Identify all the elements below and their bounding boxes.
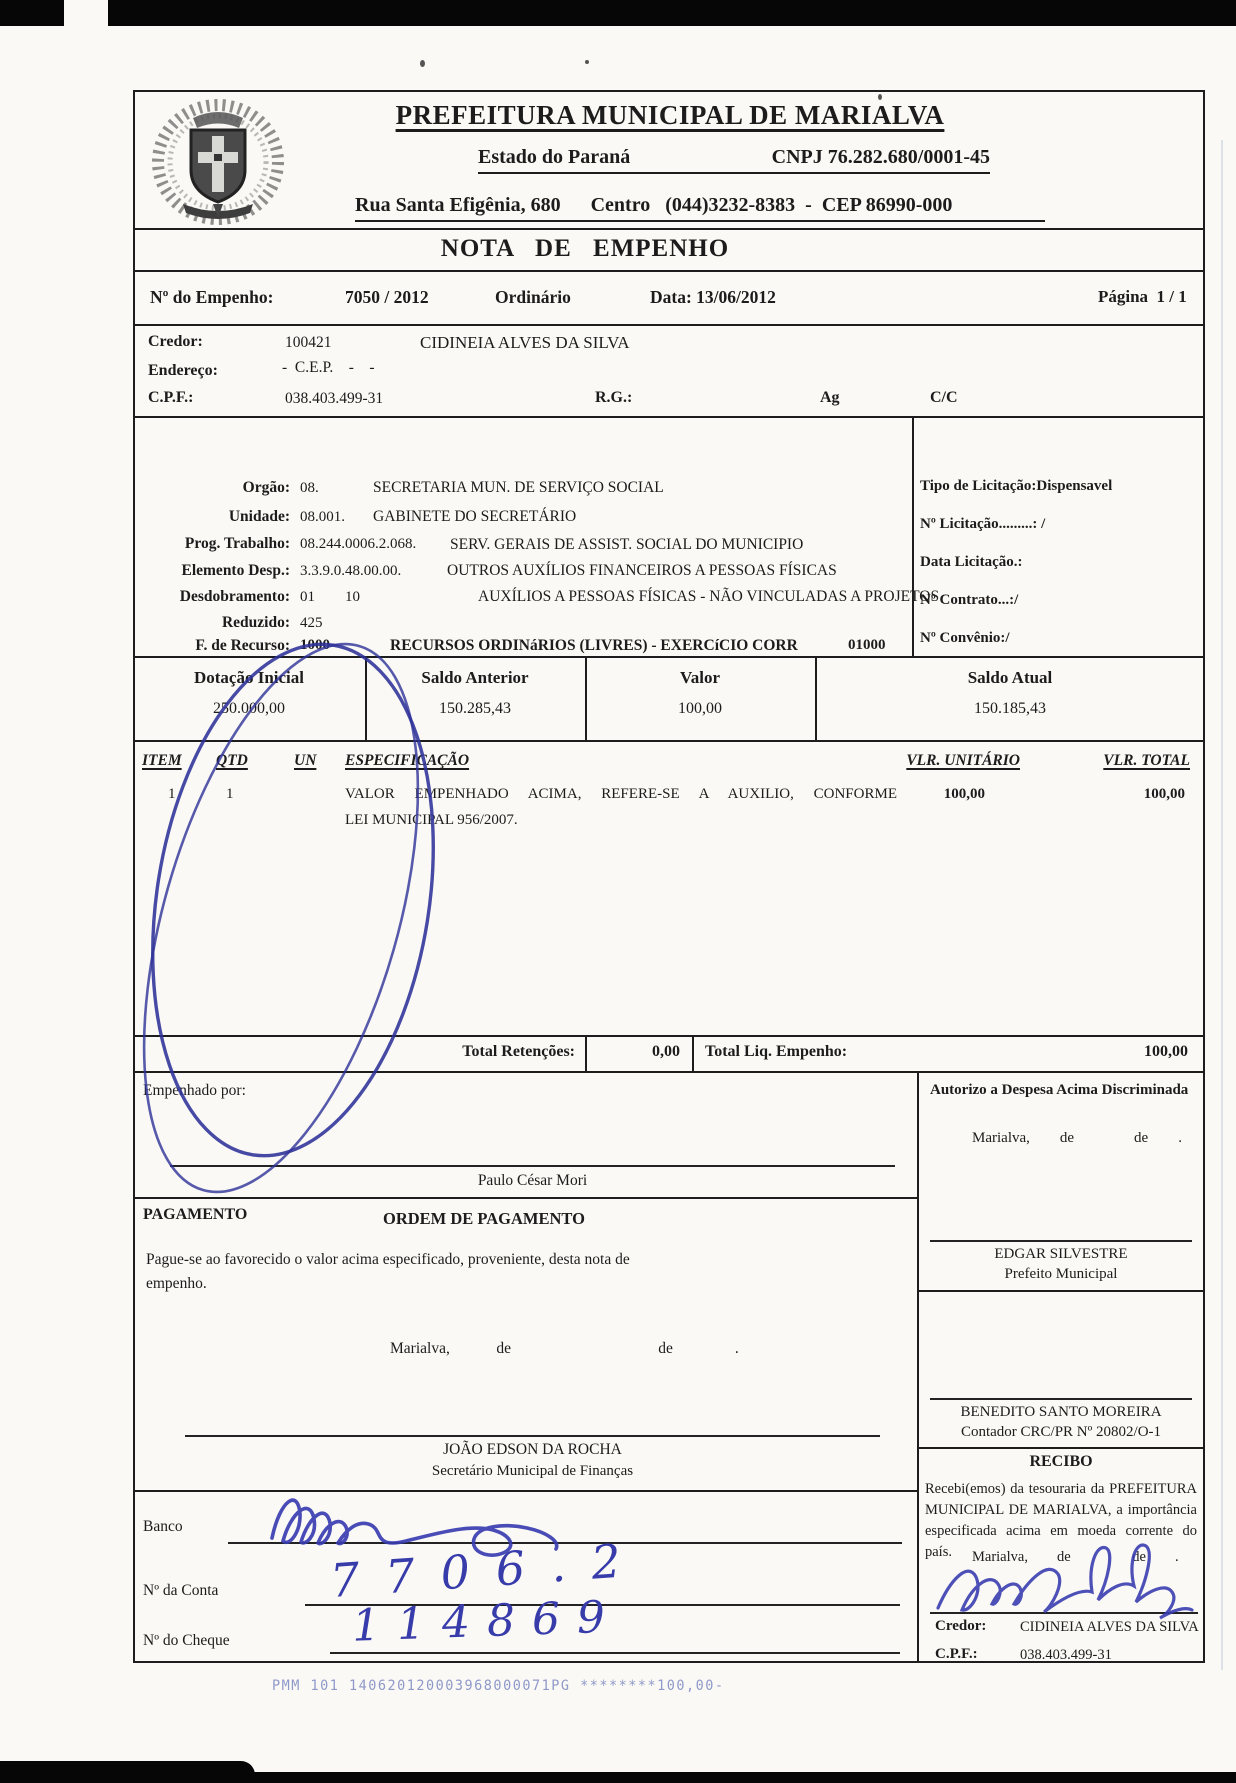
credor-name: CIDINEIA ALVES DA SILVA [420, 333, 630, 352]
org-subheader-line [478, 146, 990, 174]
prefeito-title: Prefeito Municipal [1004, 1266, 1118, 1282]
saldo-atual-value: 150.185,43 [974, 700, 1046, 717]
contador-signature-line [930, 1398, 1192, 1400]
total-liquido-value: 100,00 [1144, 1043, 1188, 1060]
contador-name: BENEDITO SANTO MOREIRA [960, 1404, 1162, 1420]
empenho-number-label: Nº do Empenho: [150, 287, 274, 307]
budget-desc: SERV. GERAIS DE ASSIST. SOCIAL DO MUNICIPIO [450, 536, 804, 553]
banco-label: Banco [143, 1518, 183, 1535]
item-spec-line1: VALOR EMPENHADO ACIMA, REFERE-SE A AUXILIO, CONFORME [345, 786, 897, 802]
items-header-vlr-unitario: VLR. UNITÁRIO [906, 752, 1020, 769]
items-header-qtd: QTD [216, 752, 248, 769]
bank-box-top-border [133, 1490, 919, 1492]
pagamento-city-date-line: Marialva, de de . [390, 1340, 739, 1357]
empenho-modality: Ordinário [495, 287, 571, 307]
dotacao-inicial-label: Dotação Inicial [193, 668, 305, 687]
finance-title: Secretário Municipal de Finanças [431, 1463, 634, 1479]
pagamento-text: Pague-se ao favorecido o valor acima especificado, proveniente, desta nota de empenho. [146, 1251, 630, 1293]
item-vlr-unitario: 100,00 [943, 786, 985, 802]
org-state: Estado do Paraná [478, 146, 631, 168]
prefeito-name: EDGAR SILVESTRE [994, 1246, 1128, 1262]
recibo-cpf-value: 038.403.499-31 [1020, 1647, 1112, 1663]
valor-label: Valor [680, 668, 720, 687]
budget-label: Desdobramento: [179, 588, 290, 605]
ag-label: Ag [820, 389, 840, 406]
empenhado-signature-line [170, 1165, 895, 1167]
org-name: PREFEITURA MUNICIPAL DE MARIALVA [395, 100, 945, 130]
budget-label: F. de Recurso: [195, 637, 290, 654]
budget-desc: OUTROS AUXÍLIOS FINANCEIROS A PESSOAS FÍSICAS [447, 562, 837, 579]
recibo-credor-signature-line [930, 1612, 1198, 1614]
licitacao-numero: Nº Licitação.........: / [920, 516, 1046, 532]
item-number: 1 [168, 786, 176, 802]
empenho-date: Data: 13/06/2012 [650, 287, 776, 307]
dotacao-inicial-value: 250.000,00 [213, 700, 285, 717]
budget-code: 08. [300, 480, 319, 496]
ordem-pagamento-title: ORDEM DE PAGAMENTO [383, 1209, 585, 1228]
items-header-item: ITEM [142, 752, 182, 769]
item-spec-line2: LEI MUNICIPAL 956/2007. [345, 812, 518, 828]
licitacao-data: Data Licitação.: [920, 554, 1023, 570]
item-vlr-total: 100,00 [1143, 786, 1185, 802]
budget-label: Prog. Trabalho: [184, 535, 290, 552]
licitacao-convenio: Nº Convênio:/ [920, 630, 1010, 646]
scan-bottom-left-wedge [0, 1761, 255, 1783]
autorizo-city-date-line: Marialva, de de . [972, 1130, 1182, 1146]
recibo-city-date-line: Marialva, de de . [972, 1549, 1179, 1565]
licitacao-contrato: Nº Contrato...:/ [920, 592, 1019, 608]
credor-code: 100421 [285, 334, 332, 351]
valor-value: 100,00 [678, 700, 722, 717]
scan-top-bar [0, 0, 1236, 26]
budget-code: 08.244.0006.2.068. [300, 536, 417, 552]
budget-desc: GABINETE DO SECRETÁRIO [373, 508, 577, 525]
budget-label: Unidade: [228, 508, 290, 525]
saldo-atual-label: Saldo Atual [967, 668, 1053, 687]
budget-desc: SECRETARIA MUN. DE SERVIÇO SOCIAL [373, 479, 664, 496]
items-header-un: UN [294, 752, 317, 769]
total-liquido-label: Total Liq. Empenho: [705, 1043, 848, 1060]
conta-handwriting: 7706.2 [328, 1532, 649, 1608]
totals-divider [692, 1037, 694, 1071]
org-address: Rua Santa Efigênia, 680 Centro (044)3232-8383 - CEP 86990-000 [355, 194, 1045, 222]
totals-divider [585, 1037, 587, 1071]
cheque-handwriting: 114869 [351, 1591, 623, 1652]
budget-desc: RECURSOS ORDINáRIOS (LIVRES) - EXERCíCIO CORR [390, 637, 798, 654]
budget-code: 01 10 [300, 589, 360, 605]
budget-right-divider [912, 418, 914, 656]
total-retencoes-value: 0,00 [652, 1043, 680, 1060]
empenho-number: 7050 / 2012 [345, 287, 429, 307]
saldo-anterior-value: 150.285,43 [439, 700, 511, 717]
recibo-title: RECIBO [1029, 1453, 1093, 1470]
recibo-credor-label: Credor: [935, 1618, 987, 1634]
empenhado-name: Paulo César Mori [477, 1172, 588, 1189]
budget-label: Orgão: [242, 479, 290, 496]
cpf-label: C.P.F.: [148, 389, 194, 406]
contador-box-top-border [917, 1290, 1205, 1292]
cheque-label: Nº do Cheque [143, 1632, 230, 1649]
endereco-label: Endereço: [148, 362, 218, 379]
item-qtd: 1 [226, 786, 234, 802]
scan-edge-crease [1221, 140, 1223, 1670]
conta-label: Nº da Conta [143, 1582, 219, 1599]
budget-label: Reduzido: [221, 614, 290, 631]
scan-speck [585, 60, 589, 64]
cc-label: C/C [930, 389, 958, 406]
bottom-center-divider [917, 1073, 919, 1661]
budget-code: 425 [300, 615, 323, 631]
recibo-box-top-border [917, 1447, 1205, 1449]
recibo-credor-name: CIDINEIA ALVES DA SILVA [1020, 1619, 1199, 1635]
autorizo-title: Autorizo a Despesa Acima Discriminada [930, 1082, 1189, 1098]
budget-code: 08.001. [300, 509, 345, 525]
licitacao-tipo: Tipo de Licitação:Dispensavel [920, 478, 1113, 494]
items-header-spec: ESPECIFICAÇÃO [345, 752, 470, 769]
items-box [133, 740, 1205, 1037]
scan-top-bar-notch [64, 0, 108, 26]
prefeito-signature-line [930, 1240, 1192, 1242]
credor-label: Credor: [148, 333, 203, 350]
recibo-cpf-label: C.P.F.: [935, 1646, 978, 1662]
finance-name: JOÃO EDSON DA ROCHA [443, 1441, 622, 1458]
empenho-page: Página 1 / 1 [1098, 287, 1187, 306]
contador-title: Contador CRC/PR Nº 20802/O-1 [960, 1424, 1162, 1440]
rg-label: R.G.: [595, 389, 633, 406]
total-retencoes-label: Total Retenções: [462, 1043, 575, 1060]
signatures-box [133, 1071, 1205, 1663]
finance-signature-line [185, 1435, 880, 1437]
budget-desc: AUXÍLIOS A PESSOAS FÍSICAS - NÃO VINCULADAS A PROJETOS [478, 588, 940, 605]
scan-speck [420, 60, 425, 67]
pagamento-title: PAGAMENTO [143, 1206, 248, 1223]
cpf-value: 038.403.499-31 [285, 390, 384, 407]
doc-title: NOTA DE EMPENHO [440, 235, 730, 262]
cheque-line [330, 1652, 900, 1654]
empenhado-por-label: Empenhado por: [143, 1082, 246, 1099]
items-header-vlr-total: VLR. TOTAL [1103, 752, 1190, 769]
org-cnpj: CNPJ 76.282.680/0001-45 [771, 146, 990, 168]
budget-label: Elemento Desp.: [181, 562, 290, 579]
saldo-anterior-label: Saldo Anterior [421, 668, 529, 687]
budget-code: 3.3.9.0.48.00.00. [300, 563, 402, 579]
endereco-value: - C.E.P. - - [282, 359, 375, 376]
budget-code: 1000 [300, 637, 330, 653]
pagamento-box-top-border [133, 1197, 919, 1199]
recibo-text: Recebi(emos) da tesouraria da PREFEITURA MUNICIPAL DE MARIALVA, a importância especificada acima em moeda corrente do país. [925, 1481, 1197, 1561]
budget-recurso-code: 01000 [848, 637, 886, 653]
payment-machine-stamp: PMM 101 140620120003968000071PG ********100,00- [272, 1677, 725, 1695]
